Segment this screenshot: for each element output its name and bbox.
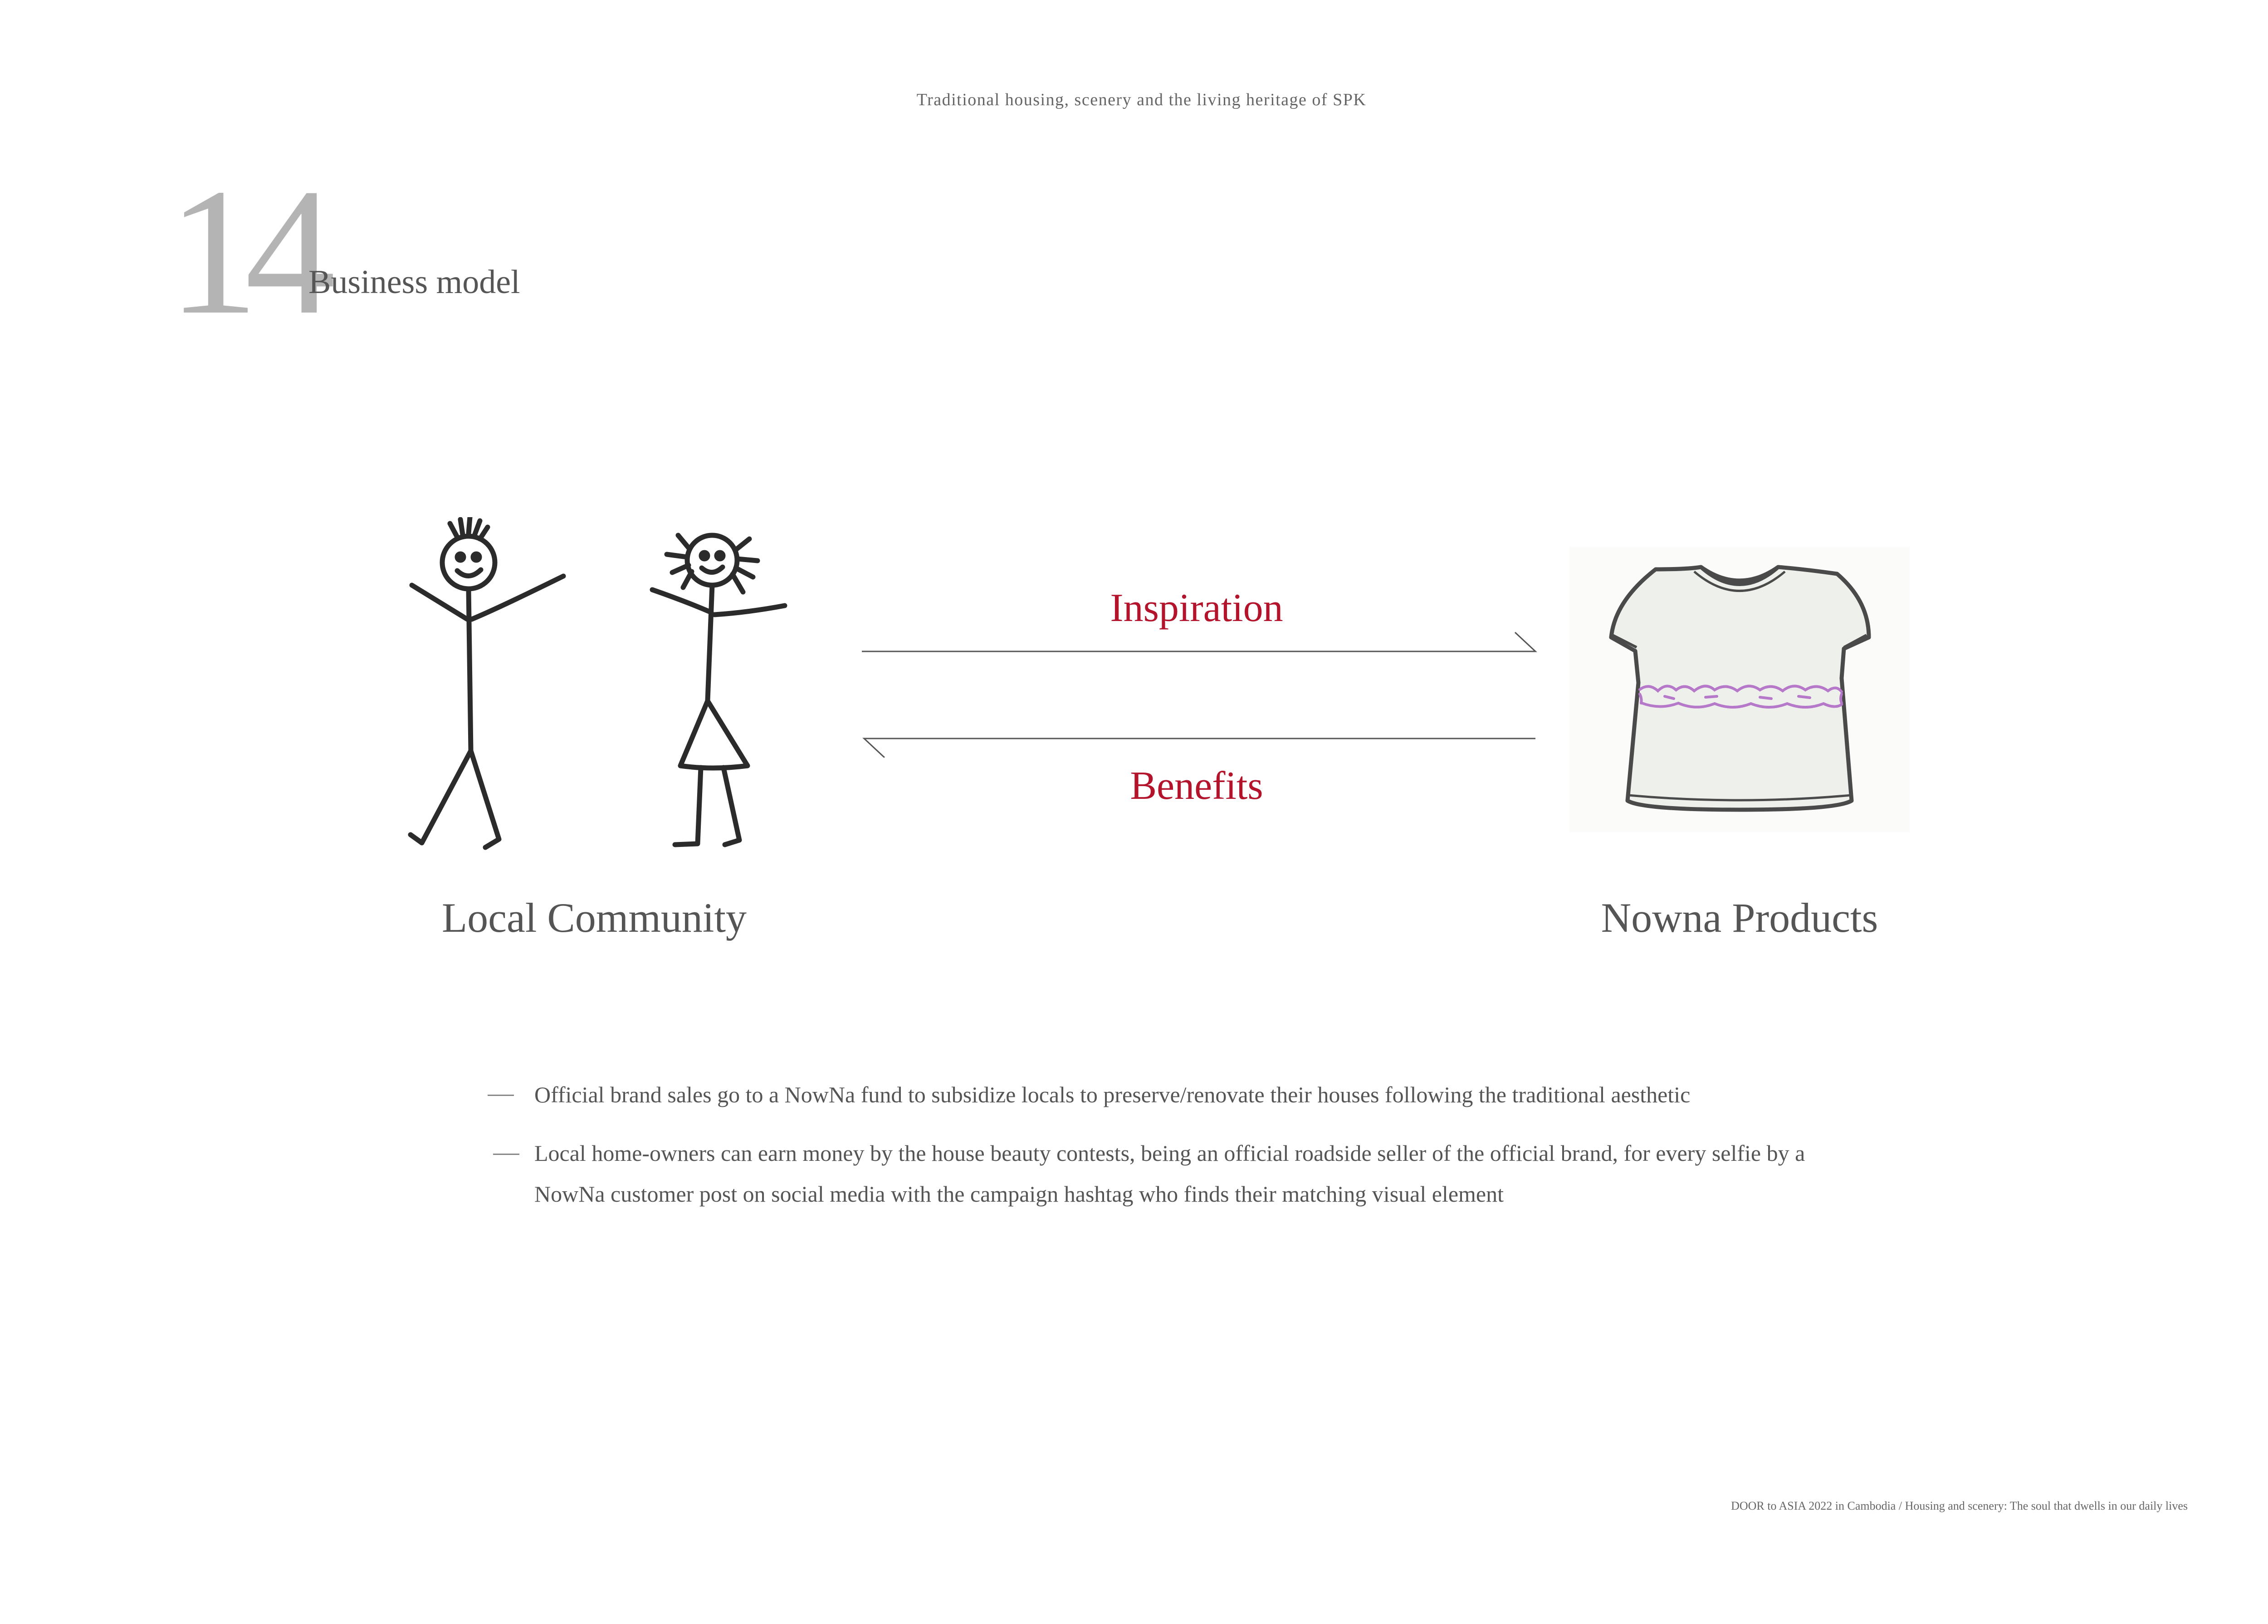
bullet-dash <box>488 1095 514 1096</box>
page-footer: DOOR to ASIA 2022 in Cambodia / Housing and scenery: The soul that dwells in our daily lives <box>1731 1499 2188 1512</box>
bullet-dash <box>493 1154 519 1155</box>
boy-figure-icon <box>411 517 563 847</box>
stick-figures-illustration <box>395 517 803 866</box>
section-number: 14 <box>168 151 322 352</box>
arrow-left-icon <box>862 730 1538 758</box>
caption-local-community: Local Community <box>441 895 747 941</box>
girl-figure-icon <box>652 535 785 845</box>
tshirt-illustration-frame <box>1569 547 1910 832</box>
flow-label-inspiration: Inspiration <box>1110 586 1283 630</box>
arrow-right-icon <box>862 631 1538 658</box>
page-header: Traditional housing, scenery and the living heritage of SPK <box>916 90 1367 109</box>
flow-label-benefits: Benefits <box>1130 764 1263 808</box>
section-title: Business model <box>308 264 520 301</box>
tshirt-icon <box>1569 547 1910 832</box>
bullet-item: Official brand sales go to a NowNa fund to subsidize locals to preserve/renovate their houses following the traditional aesthetic <box>534 1082 1691 1107</box>
caption-nowna-products: Nowna Products <box>1601 895 1878 941</box>
bullet-item: Local home-owners can earn money by the house beauty contests, being an official roadside seller of the official brand, for every selfie by a NowNa customer post on social media with the campaign hashtag who finds their matching visual element <box>534 1140 1805 1207</box>
